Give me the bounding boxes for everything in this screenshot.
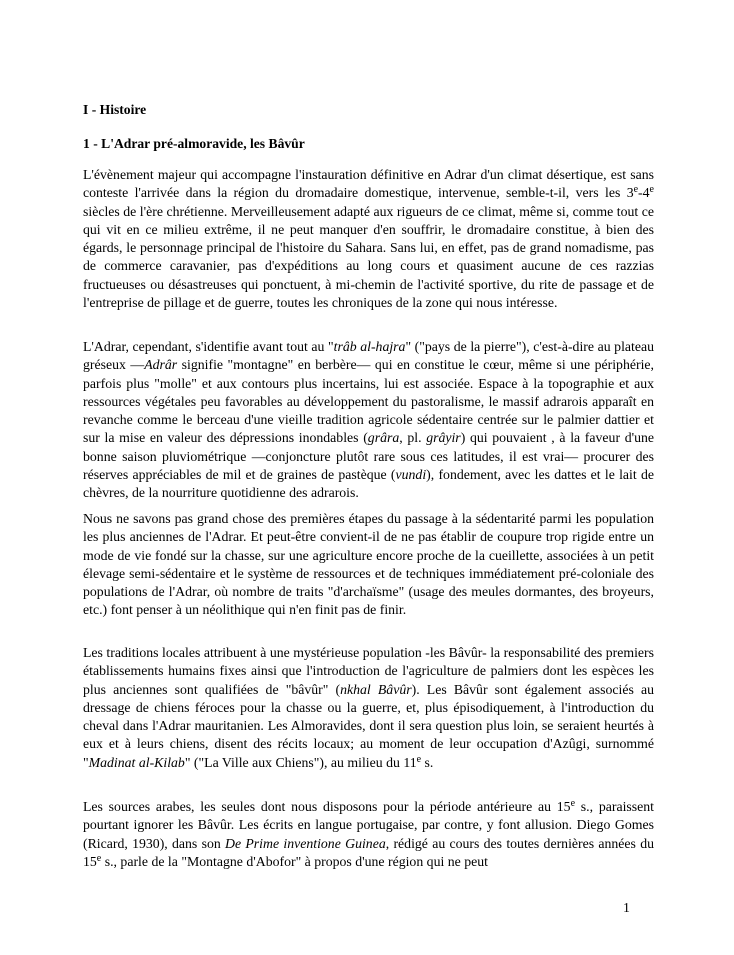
subsection-heading: 1 - L'Adrar pré-almoravide, les Bâvûr (83, 136, 305, 151)
paragraph-sources-arabes: Les sources arabes, les seules dont nous disposons pour la période antérieure au 15e s., paraissent pourtant ignorer les Bâvûr. Les écrits en langue portugaise, par contre, y font allusion. Diego Gomes (Ricard, 1930), dans son De Prime inventione Guinea, rédigé au cours des toutes dernières années du 15e s., parle de la "Montagne d'Abofor" à propos d'une région qui ne peut (83, 798, 654, 869)
paragraph-bavur-traditions: Les traditions locales attribuent à une mystérieuse population -les Bâvûr- la responsabilité des premiers établissements humains fixes ainsi que l'introduction de l'agriculture de palmiers dont les espèces les plus anciennes sont qualifiées de "bâvûr" (nkhal Bâvûr). Les Bâvûr sont également associés au dressage de chiens féroces pour la chasse ou la guerre, et, plus épisodiquement, à l'introduction du cheval dans l'Adrar mauritanien. Les Almoravides, dont il sera question plus loin, se seraient heurtés à eux et à leurs chiens, disent des récits locaux; au moment de leur occupation d'Azûgi, surnommé "Madinat al-Kilab" ("La Ville aux Chiens"), au milieu du 11e s. (83, 645, 654, 770)
section-heading: I - Histoire (83, 102, 147, 117)
paragraph-dromadaire: L'évènement majeur qui accompagne l'instauration définitive en Adrar d'un climat désertique, est sans conteste l'arrivée dans la région du dromadaire domestique, intervenue, semble-t-il, vers les 3e-4e siècles de l'ère chrétienne. Merveilleusement adapté aux rigueurs de ce climat, même si, comme tout ce qui vit en ce milieu extrême, il ne peut manquer d'en souffrir, le dromadaire constitue, à bien des égards, le personnage principal de l'histoire du Sahara. Sans lui, en effet, pas de grand nomadisme, pas de commerce caravanier, pas d'expéditions au long cours et quasiment aucune de ces razzias fructueuses ou désastreuses qui ponctuent, à mi-chemin de l'activité sportive, du rite de passage et de l'entreprise de pillage et de guerre, toutes les chroniques de la zone qui nous intéresse. (83, 167, 654, 310)
paragraph-adrar-plateau: L'Adrar, cependant, s'identifie avant tout au "trâb al-hajra" ("pays de la pierre"), c'est-à-dire au plateau gréseux —Adrâr signifie "montagne" en berbère— qui en constitue le cœur, même si une périphérie, parfois plus "molle" et aux contours plus incertains, lui est associée. Espace à la topographie et aux ressources végétales peu favorables au développement du pastoralisme, le massif adrarois apparaît en revanche comme le berceau d'une vieille tradition agricole sédentaire centrée sur le palmier dattier et sur la mise en valeur des dépressions inondables (grâra, pl. grâyir) qui pouvaient , à la faveur d'une bonne saison pluviométrique —conjoncture plutôt rare sous ces latitudes, il est vrai— procurer des réserves appréciables de mil et de graines de pastèque (vundi), fondement, avec les dattes et le lait de chèvres, de la nourriture quotidienne des adrarois. (83, 339, 655, 500)
paragraph-sedentarite: Nous ne savons pas grand chose des premières étapes du passage à la sédentarité parmi les population les plus anciennes de l'Adrar. Et peut-être convient-il de ne pas établir de coupure trop rigide entre un mode de vie fondé sur la chasse, sur une agriculture encore proche de la cueillette, associées à un petit élevage semi-sédentaire et le système de ressources et de techniques immédiatement pré-coloniale des populations de l'Adrar, où nombre de traits "d'archaïsme" (usage des meules dormantes, des broyeurs, etc.) font penser à un néolithique qui n'en finit pas de finir. (83, 511, 654, 618)
page-number: 1 (623, 900, 630, 915)
